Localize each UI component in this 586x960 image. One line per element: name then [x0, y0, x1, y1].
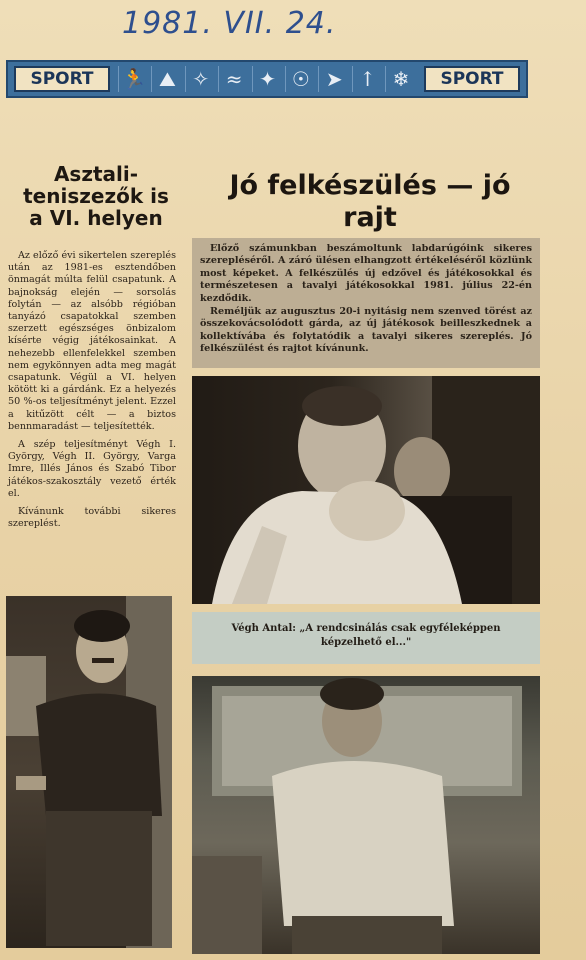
photo-man-at-window [192, 676, 540, 954]
left-article-paragraph-3: Kívánunk további sikeres szereplést. [8, 506, 176, 530]
left-article-paragraph-2: A szép teljesítményt Végh I. György, Végh II. György, Varga Imre, Illés János és Szabó Tibor játékos-szakosztály vezető érték el. [8, 439, 176, 499]
jumper-icon: ↑ [352, 66, 383, 92]
sport-label-right: SPORT [424, 66, 520, 92]
runner-icon: 🏃 [118, 66, 149, 92]
gymnast-icon: ✦ [252, 66, 283, 92]
main-article-headline: Jó felkészülés — jó rajt [229, 170, 511, 233]
handwritten-date: 1981. VII. 24. [122, 6, 337, 41]
left-article-paragraph-1: Az előző évi sikertelen szereplés után az 1981-es esztendőben önmagát múlta felül csapatunk. A bajnokság elején — sorsolás folytán — az alsóbb régióban tanyázó csapatokkal szemben szerzett egészséges önbizalom kísérte végig játékosainkat. A nehezebb ellenfelekkel szemben nem egykönnyen adta meg magát csapatunk. Végül a VI. helyen kötött ki a gárdánk. Ez a helyezés 50 %-os teljesítményt jelent. Ezzel a kitűzött célt — a biztos bennmaradást — teljesítették. [8, 250, 176, 432]
photo-player-portrait [6, 596, 172, 948]
sport-banner [6, 60, 528, 98]
left-article-body [8, 250, 176, 536]
weightlifter-icon: ✧ [185, 66, 216, 92]
photo-speaker-gesturing [192, 376, 540, 604]
intro-paragraph-2: Reméljük az augusztus 20-i nyitásig nem szenved törést az összekovácsolódott gárda, az új játékosok beilleszkednek a kollektívába és folytatódik a tavalyi sikeres szereplés. Jó felkészülést és rajtot kívánunk. [200, 306, 532, 355]
sport-label-left: SPORT [14, 66, 110, 92]
cyclist-icon: ☉ [285, 66, 316, 92]
skier-icon: ❄ [385, 66, 416, 92]
main-article-intro [192, 238, 540, 368]
left-article-headline: Asztali-teniszezők is a VI. helyen [23, 162, 169, 230]
thrower-icon: ➤ [318, 66, 349, 92]
hurdler-icon: ⛰ [151, 66, 182, 92]
photo-caption: Végh Antal: „A rendcsinálás csak egyféleképpen képzelhető el..." [192, 612, 540, 664]
intro-paragraph-1: Előző számunkban beszámoltunk labdarúgóink sikeres szerepléséről. A záró ülésen elhangzott értékeléséről közlünk most képeket. A felkészülés új edzővel és játékosokkal és természetesen a tavalyi játékosokkal 1981. július 22-én kezdődik. [200, 243, 532, 304]
swimmer-icon: ≈ [218, 66, 249, 92]
sport-pictograms [118, 66, 416, 92]
